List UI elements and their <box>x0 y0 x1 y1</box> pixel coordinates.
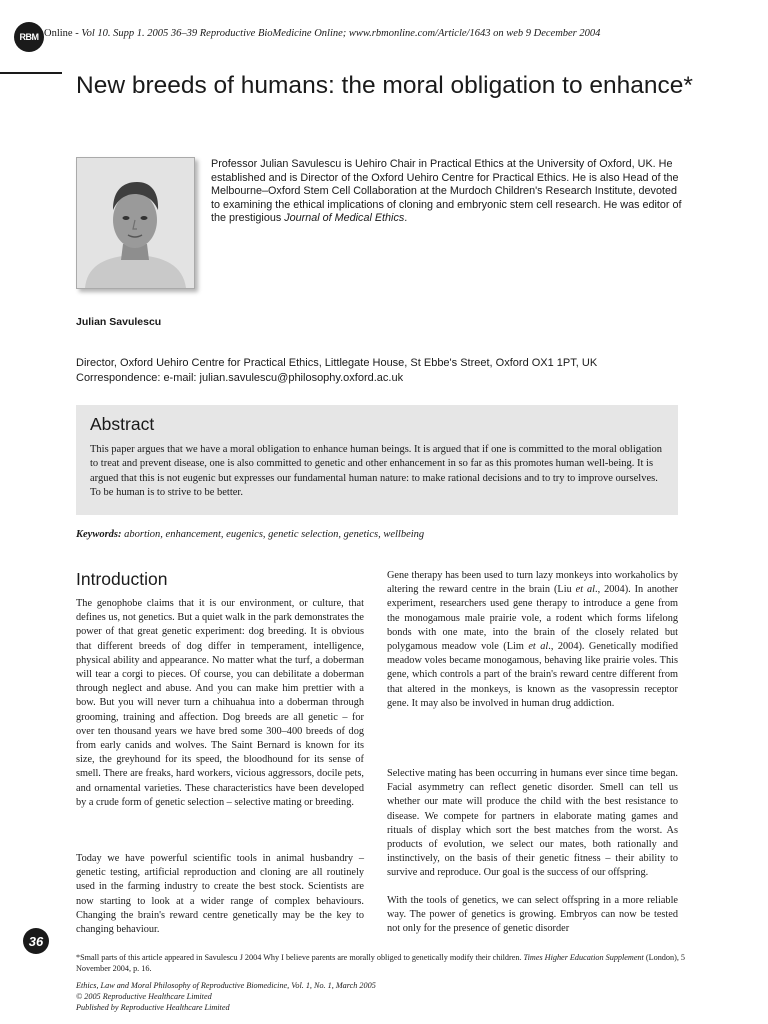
citation-et-al-2: et al <box>528 641 549 653</box>
citation-text: - Vol 10. Supp 1. 2005 36–39 Reproductive BioMedicine Online; www.rbmonline.com/Article/1643 on web 9 December 2004 <box>72 28 601 39</box>
abstract-text: This paper argues that we have a moral obligation to enhance human beings. It is argued that if one is committed to the moral obligation to treat and prevent disease, one is also committed to genetic and other enhancement in so far as this promotes human well-being. It is argued that this is not eugenic but expresses our fundamental human nature: to make rational decisions and to try to improve ourselves. To be human is to strive to be better. <box>90 444 663 499</box>
source-line-3: Published by Reproductive Healthcare Limited <box>76 1003 230 1012</box>
correspondence-line: Correspondence: e-mail: julian.savulescu@philosophy.oxford.ac.uk <box>76 372 404 384</box>
intro-col1-paragraph-2: Today we have powerful scientific tools in animal husbandry – genetic testing, artificial reproduction and cloning are all routinely used in the farming industry to create the best stock. Scientists are now starting to look at a wider range of complex behaviours. Changing the brain's reward centre genetically may be the key to changing behaviour. <box>76 853 364 936</box>
intro-col2-paragraph-2: Selective mating has been occurring in humans ever since time began. Facial asymmetry can reflect genetic disorder. Smell can tell us whether our mate will produce the child with the best resistance to disease. We compete for partners in elaborate mating games and rituals of display which sort the best matches from the worst. As products of evolution, we select our mates, both rationally and instinctively, on the basis of their genetic fitness – their ability to survive and reproduce. Our goal is the success of our offspring. <box>387 768 678 879</box>
source-info <box>76 980 694 1013</box>
online-label: Online <box>44 28 73 39</box>
intro-col2-paragraph-3: With the tools of genetics, we can select offspring in a more reliable way. The power of genetics is growing. Embryos can now be tested not only for the presence of genetic disorder <box>387 895 678 935</box>
author-affiliation <box>76 356 716 386</box>
journal-logo: RBM <box>14 22 44 52</box>
author-bio-text: Professor Julian Savulescu is Uehiro Chair in Practical Ethics at the University of Oxford, UK. He established and is Director of the Oxford Uehiro Centre for Practical Ethics. He is also Head of the Melbourne–Oxford Stem Cell Collaboration at the Murdoch Children's Research Institute, devoted to examining the ethical implications of cloning and embryonic stem cell research. He was editor of the prestigious <box>211 158 682 225</box>
keywords-list: abortion, enhancement, eugenics, genetic selection, genetics, wellbeing <box>121 529 425 540</box>
author-name: Julian Savulescu <box>76 316 162 328</box>
footnote-end: (London), 5 November 2004, p. 16. <box>76 953 686 973</box>
footnote <box>76 952 694 974</box>
source-line-1: Ethics, Law and Moral Philosophy of Reproductive Biomedicine, Vol. 1, No. 1, March 2005 <box>76 981 376 990</box>
citation-et-al-1: et al <box>575 584 596 596</box>
header-rule <box>0 72 62 74</box>
author-bio-journal: Journal of Medical Ethics <box>284 212 405 225</box>
footnote-journal: Times Higher Education Supplement <box>523 953 644 962</box>
article-title: New breeds of humans: the moral obligation to enhance* <box>76 72 693 99</box>
abstract-heading: Abstract <box>90 414 155 434</box>
intro-col2-paragraph-1 <box>387 569 678 711</box>
keywords <box>76 529 424 540</box>
author-bio <box>211 158 683 226</box>
journal-citation-header <box>44 28 600 39</box>
col2-p1-part-b: ., 2004). In another experiment, researchers used gene therapy to introduce a gene from the monogamous male prairie vole, a rodent which forms lifelong bonds with one mate, into the brain of the closely related but polygamous meadow vole (Lim <box>387 584 679 653</box>
col2-p1-part-c: ., 2004). Genetically modified meadow voles became monogamous, behaving like prairie voles. This gene, which controls a part of the brain's reward centre different from that altered in the monkeys, is known as the vasopressin receptor gene. It may also be involved in human drug addiction. <box>387 641 679 709</box>
affiliation-line: Director, Oxford Uehiro Centre for Practical Ethics, Littlegate House, St Ebbe's Street, Oxford OX1 1PT, UK <box>76 357 598 369</box>
page-number: 36 <box>23 928 49 954</box>
author-portrait-image <box>77 158 194 288</box>
keywords-label: Keywords: <box>76 529 122 540</box>
footnote-text: *Small parts of this article appeared in Savulescu J 2004 Why I believe parents are morally obliged to genetically modify their children. <box>76 953 524 962</box>
source-line-2: © 2005 Reproductive Healthcare Limited <box>76 992 212 1001</box>
intro-col1-paragraph-1: The genophobe claims that it is our environment, or culture, that defines us, not genetics. But a quiet walk in the park demonstrates the power of that great genetic experiment: dog breeding. It is obvious that different breeds of dog differ in temperament, intelligence, physical ability and appearance. No matter what the turf, a doberman will tear a corgi to pieces. Of course, you can debilitate a doberman through neglect and abuse. And you can make him prettier with a bow. But you will never turn a chihuahua into a doberman through grooming, training and affection. Dog breeds are all genetic – for over ten thousand years we have bred some 300–400 breeds of dog from early canids and wolves. The Saint Bernard is known for its size, the greyhound for its speed, the bloodhound for its sense of smell. There are freaks, hard workers, vicious aggressors, docile pets, and ornamental varieties. These characteristics have been developed by a crude form of genetic selection – selective mating or breeding. <box>76 598 364 808</box>
col2-p1-part-a: Gene therapy has been used to turn lazy monkeys into workaholics by altering the reward centre in the brain (Liu <box>387 570 678 596</box>
introduction-heading: Introduction <box>76 569 168 589</box>
author-bio-end: . <box>404 212 408 225</box>
author-photo <box>76 157 195 289</box>
